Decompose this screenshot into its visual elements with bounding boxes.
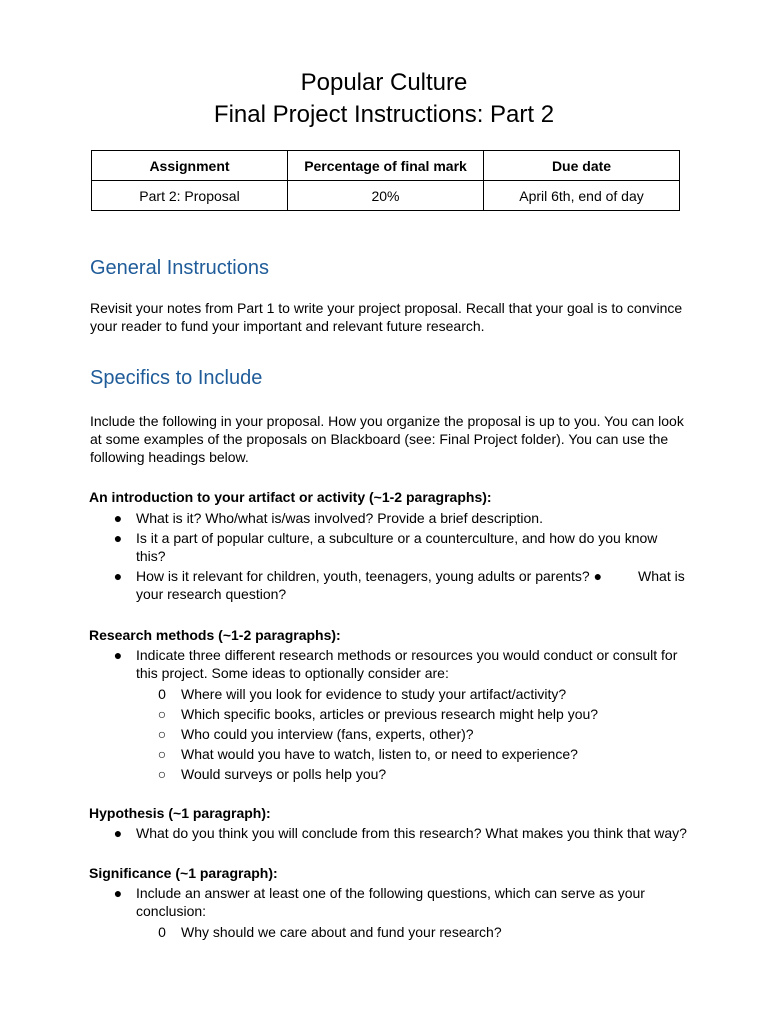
hypothesis-subheading: Hypothesis (~1 paragraph): [89, 805, 271, 821]
significance-subheading: Significance (~1 paragraph): [89, 865, 278, 881]
list-item-text: What is it? Who/what is/was involved? Provide a brief description. [136, 510, 543, 526]
methods-sublist [157, 685, 687, 785]
table-header-percentage: Percentage of final mark [288, 151, 484, 181]
table-header-assignment: Assignment [92, 151, 288, 181]
sub-list-item [157, 923, 687, 941]
intro-subheading: An introduction to your artifact or activity (~1-2 paragraphs): [89, 489, 492, 505]
document-title-line2: Final Project Instructions: Part 2 [213, 101, 555, 128]
significance-sublist [157, 923, 687, 943]
hollow-bullet-icon: ○ [157, 726, 167, 742]
significance-list [112, 884, 690, 922]
sub-list-item [157, 745, 687, 763]
list-item-text: What is your research question? [136, 568, 685, 602]
sub-list-item-text: Would surveys or polls help you? [181, 766, 387, 782]
list-item [112, 646, 690, 682]
list-item [112, 884, 690, 920]
sub-bullet-icon: 0 [158, 686, 166, 702]
list-item [112, 567, 690, 603]
specifics-paragraph: Include the following in your proposal. How you organize the proposal is up to you. You can look at some examples of the proposals on Blackboard (see: Final Project folder). You can use the following headings below. [90, 413, 684, 465]
list-item-text: How is it relevant for children, youth, teenagers, young adults or parents? ● [136, 568, 603, 584]
document-title-line1: Popular Culture [300, 69, 468, 96]
intro-list [112, 509, 690, 605]
sub-list-item [157, 685, 687, 703]
bullet-icon: ● [113, 530, 123, 546]
specifics-heading: Specifics to Include [90, 367, 263, 389]
list-item [112, 509, 690, 527]
sub-bullet-icon: 0 [158, 924, 166, 940]
list-item-text: Include an answer at least one of the following questions, which can serve as your conclusion: [136, 885, 645, 919]
sub-list-item-text: Which specific books, articles or previous research might help you? [181, 706, 599, 722]
table-header-due-date: Due date [484, 151, 680, 181]
hollow-bullet-icon: ○ [157, 746, 167, 762]
bullet-icon: ● [113, 647, 123, 663]
table-cell-due-date: April 6th, end of day [484, 181, 680, 211]
list-item [112, 529, 690, 565]
table-header-row [92, 151, 680, 181]
list-item-text: Is it a part of popular culture, a subculture or a counterculture, and how do you know this? [136, 530, 658, 564]
sub-list-item [157, 705, 687, 723]
general-instructions-heading: General Instructions [90, 257, 269, 279]
list-item-text: Indicate three different research methods or resources you would conduct or consult for this project. Some ideas to optionally consider are: [136, 647, 678, 681]
bullet-icon: ● [113, 825, 123, 841]
table-row [92, 181, 680, 211]
methods-subheading: Research methods (~1-2 paragraphs): [89, 627, 341, 643]
assignment-summary-table [91, 150, 680, 211]
list-item [112, 824, 690, 842]
sub-list-item-text: Where will you look for evidence to study your artifact/activity? [181, 686, 567, 702]
hollow-bullet-icon: ○ [157, 766, 167, 782]
hypothesis-list [112, 824, 690, 844]
hollow-bullet-icon: ○ [157, 706, 167, 722]
table-cell-percentage: 20% [288, 181, 484, 211]
general-instructions-paragraph: Revisit your notes from Part 1 to write your project proposal. Recall that your goal is to convince your reader to fund your important and relevant future research. [90, 300, 683, 334]
bullet-icon: ● [113, 885, 123, 901]
methods-list [112, 646, 690, 684]
list-item-text: What do you think you will conclude from this research? What makes you think that way? [136, 825, 687, 841]
table-cell-assignment: Part 2: Proposal [92, 181, 288, 211]
sub-list-item-text: Who could you interview (fans, experts, other)? [181, 726, 474, 742]
sub-list-item [157, 725, 687, 743]
sub-list-item [157, 765, 687, 783]
sub-list-item-text: Why should we care about and fund your research? [181, 924, 502, 940]
bullet-icon: ● [113, 510, 123, 526]
bullet-icon: ● [113, 568, 123, 584]
sub-list-item-text: What would you have to watch, listen to, or need to experience? [181, 746, 578, 762]
